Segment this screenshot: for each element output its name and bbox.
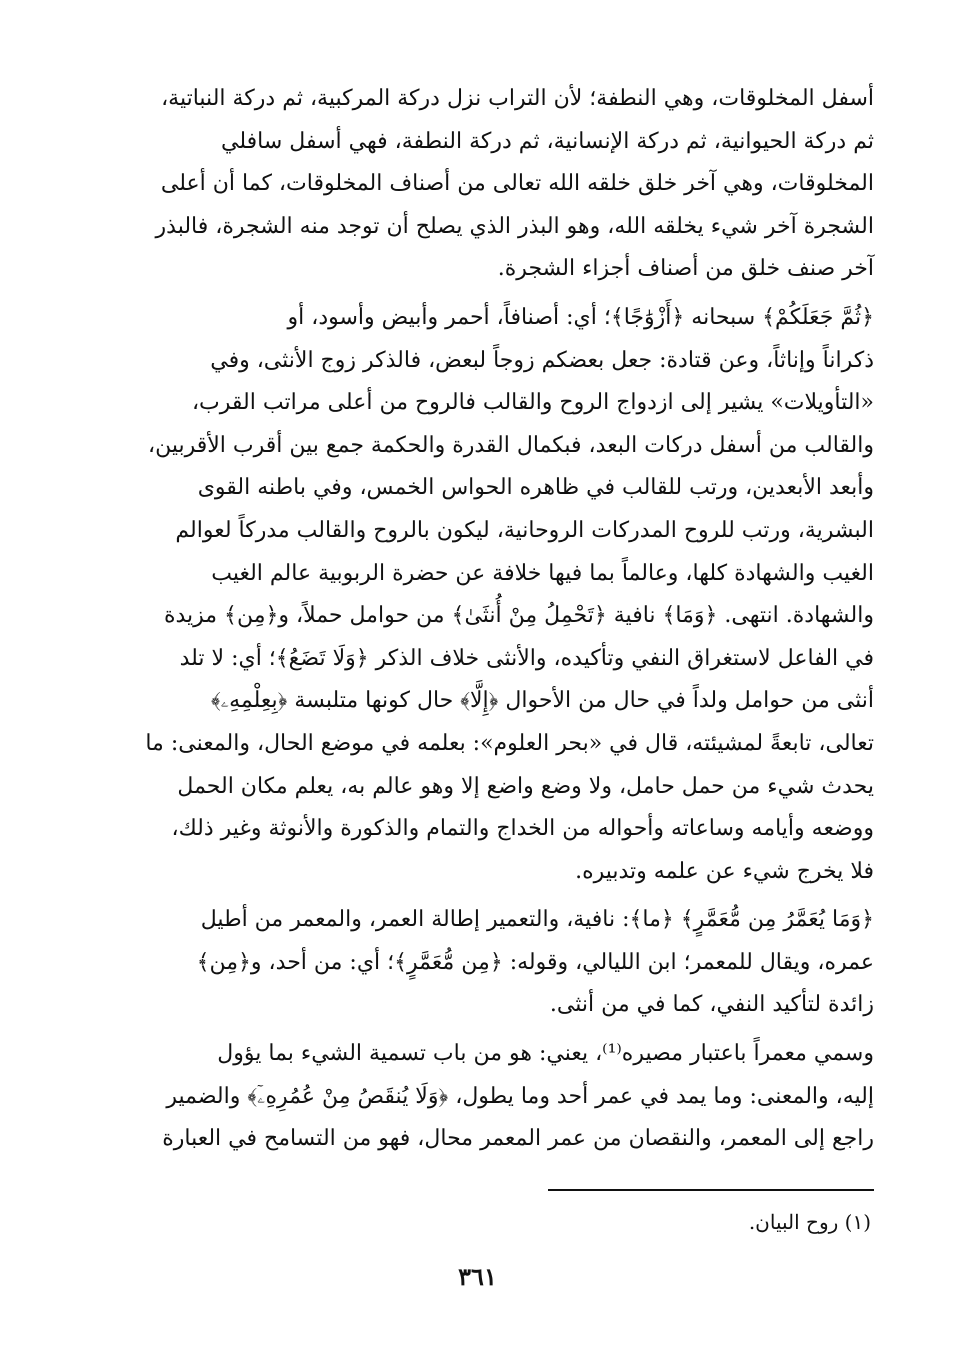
- page-body: [104, 78, 874, 1161]
- text-line: وأبعد الأبعدين، ورتب للقالب في ظاهره الحواس الخمس، وفي باطنه القوى: [197, 475, 874, 501]
- text-line: راجع إلى المعمر، والنقصان من عمر المعمر محال، فهو من التسامح في العبارة: [162, 1126, 874, 1152]
- text-line: تعالى، تابعةً لمشيئته، قال في «بحر العلوم»: بعلمه في موضع الحال، والمعنى: ما: [145, 730, 874, 756]
- text-line: والشهادة. انتهى. ﴿وَمَا﴾ نافية ﴿تَحْمِلُ مِنْ أُنثَىٰ﴾ من حوامل حملاً، و﴿مِن﴾ مزيدة: [163, 603, 874, 629]
- paragraph-1: [104, 78, 874, 291]
- text-line: ذكراناً وإناثاً، وعن قتادة: جعل بعضكم زوجاً لبعض، فالذكر زوج الأنثى، وفي: [210, 347, 874, 373]
- text-line: ﴿وَمَا يُعَمَّرُ مِن مُّعَمَّرٍ﴾ ﴿ما﴾: نافية، والتعمير إطالة العمر، والمعمر من أطيل: [200, 907, 874, 933]
- footnote: [749, 1210, 871, 1234]
- text-line: يحدث شيء من حمل حامل، ولا وضع واضع إلا وهو عالم به، يعلم مكان الحمل: [177, 773, 874, 799]
- text-line: زائدة لتأكيد النفي، كما في من أنثى.: [549, 992, 874, 1018]
- text-line: والقالب من أسفل دركات البعد، فبكمال القدرة والحكمة جمع بين أقرب الأقربين،: [148, 432, 874, 458]
- text-line: أنثى من حوامل ولداً في حال من الأحوال ﴿إِلَّا﴾ حال كونها متلبسة ﴿بِعِلْمِهِۦ﴾: [211, 688, 874, 714]
- text-line: ثم دركة الحيوانية، ثم دركة الإنسانية، ثم دركة النطفة، فهي أسفل سافلي: [221, 128, 874, 154]
- paragraph-2: [104, 297, 874, 893]
- text-line: الغيب والشهادة كلها، وعالماً بما فيها خلافة عن حضرة الربوبية عالم الغيب: [211, 560, 874, 586]
- text-line: آخر صنف خلق من أصناف أجزاء الشجرة.: [497, 256, 874, 282]
- text-line: أسفل المخلوقات، وهي النطفة؛ لأن التراب نزل دركة المركبية، ثم دركة النباتية،: [161, 86, 874, 111]
- text-line: إليه، والمعنى: وما يمد في عمر أحد وما يطول، ﴿وَلَا يُنقَصُ مِنْ عُمُرِهِۦٓ﴾ والضمير: [166, 1083, 874, 1109]
- text-line: فلا يخرج شيء عن علمه وتدبيره.: [575, 858, 874, 884]
- footnote-text: روح البيان.: [748, 1210, 839, 1234]
- text-line: عمره، ويقال للمعمر؛ ابن الليالي، وقوله: ﴿مِن مُّعَمَّرٍ﴾؛ أي: من أحد، و﴿مِن﴾: [196, 949, 874, 975]
- text-line: «التأويلات» يشير إلى ازدواج الروح والقالب فالروح من أعلى مراتب القرب،: [191, 390, 874, 416]
- text-line: وسمي معمراً باعتبار مصيره⁽¹⁾، يعني: هو من باب تسمية الشيء بما يؤول: [217, 1041, 874, 1067]
- text-line: في الفاعل لاستغراق النفي وتأكيده، والأنثى خلاف الذكر ﴿وَلَا تَضَعُ﴾؛ أي: لا تلد: [179, 645, 874, 671]
- paragraph-3: [104, 899, 874, 1027]
- page-number: ٣٦١: [458, 1262, 497, 1291]
- text-line: ﴿ثُمَّ جَعَلَكُمْ﴾ سبحانه ﴿أَزْوَٰجًا﴾؛ أي: أصنافاً، أحمر وأبيض وأسود، أو: [287, 304, 874, 330]
- footnote-divider: [548, 1189, 874, 1191]
- text-line: الشجرة آخر شيء يخلقه الله، وهو البذر الذي يصلح أن توجد منه الشجرة، فالبذر: [155, 213, 874, 239]
- paragraph-4: [104, 1033, 874, 1161]
- text-line: البشرية، ورتب للروح المدركات الروحانية، ليكون بالروح والقالب مدركاً لعوالم: [175, 517, 874, 543]
- text-line: ووضعه وأيامه وساعاته وأحواله من الخداج والتمام والذكورة والأنوثة وغير ذلك،: [171, 816, 874, 842]
- text-line: المخلوقات، وهي آخر خلق خلقه الله تعالى من أصناف المخلوقات، كما أن أعلى: [160, 171, 874, 197]
- footnote-marker: (١): [844, 1210, 871, 1234]
